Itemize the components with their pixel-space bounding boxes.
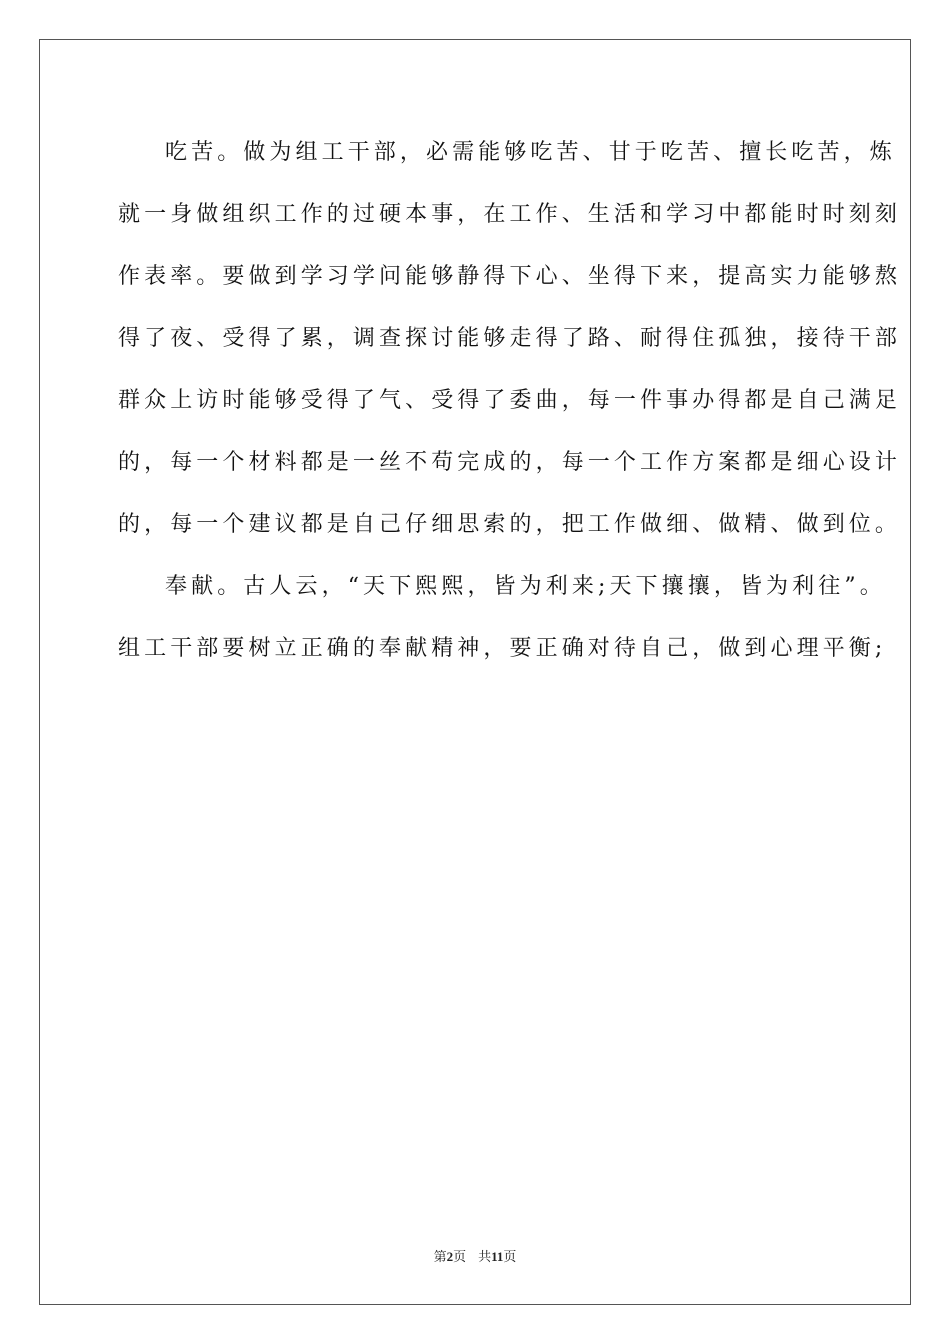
paragraph-line: 就一身做组织工作的过硬本事，在工作、生活和学习中都能时时刻刻 [118,202,902,227]
total-pages-prefix: 共 [478,1250,492,1265]
paragraph-line: 群众上访时能够受得了气、受得了委曲，每一件事办得都是自己满足 [118,388,902,413]
document-body [118,122,902,680]
paragraph-line: 的，每一个建议都是自己仔细思索的，把工作做细、做精、做到位。 [118,512,902,537]
page-number-suffix: 页 [453,1250,467,1265]
paragraph-line: 作表率。要做到学习学问能够静得下心、坐得下来，提高实力能够熬 [118,264,902,289]
total-page-count: 11 [491,1249,504,1264]
current-page-number: 2 [446,1249,454,1264]
paragraph-line: 奉献。古人云，“天下熙熙，皆为利来;天下攘攘，皆为利往”。 [165,574,886,599]
page-footer [0,1246,950,1265]
paragraph-line: 得了夜、受得了累，调查探讨能够走得了路、耐得住孤独，接待干部 [118,326,902,351]
paragraph-line: 组工干部要树立正确的奉献精神，要正确对待自己，做到心理平衡; [118,636,887,661]
total-pages-suffix: 页 [503,1250,517,1265]
page-number-prefix: 第 [433,1250,447,1265]
paragraph-line: 吃苦。做为组工干部，必需能够吃苦、甘于吃苦、擅长吃苦，炼 [165,140,896,165]
paragraph-line: 的，每一个材料都是一丝不苟完成的，每一个工作方案都是细心设计 [118,450,902,475]
